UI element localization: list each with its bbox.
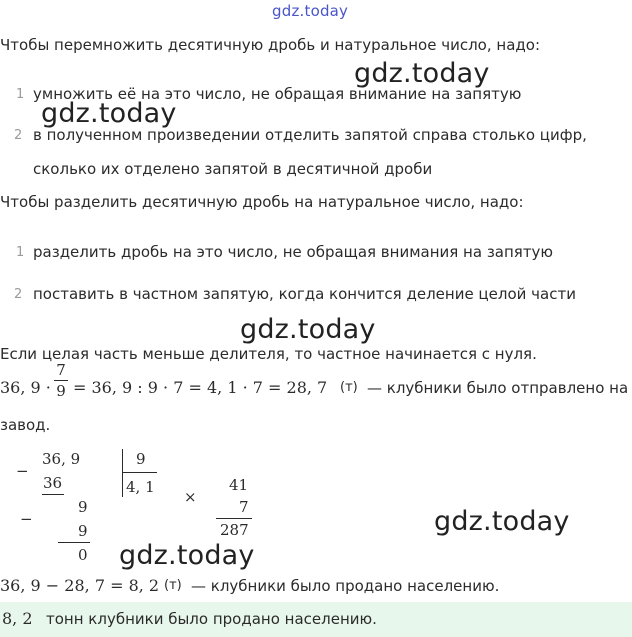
watermark-1: gdz.today <box>354 58 490 89</box>
multiplication-result: 287 <box>220 521 249 539</box>
div-step-1-number: 1 <box>16 245 25 260</box>
division-minus-2: − <box>20 510 33 528</box>
calc1-fraction <box>54 361 68 400</box>
div-step-2-number: 2 <box>14 287 23 302</box>
division-minus-1: − <box>16 462 29 480</box>
multiplication-line <box>216 518 252 519</box>
division-line-1 <box>42 494 64 495</box>
answer-text: тонн клубники было продано населению. <box>46 610 377 628</box>
answer-box <box>0 602 632 637</box>
mult-step-2-number: 2 <box>14 128 23 143</box>
watermark-top: gdz.today <box>272 2 349 20</box>
calc1-description: — клубники было отправлено на <box>367 379 629 397</box>
calc1-description-cont: завод. <box>0 416 51 434</box>
mult-step-1-number: 1 <box>16 87 25 102</box>
division-remainder-1: 9 <box>78 498 88 516</box>
division-line-2 <box>58 542 90 543</box>
watermark-2: gdz.today <box>41 98 177 129</box>
calc1-right: = 36, 9 : 9 · 7 = 4, 1 · 7 = 28, 7 <box>73 378 328 397</box>
calc2-description: — клубники было продано населению. <box>191 577 500 595</box>
div-step-2-text: поставить в частном запятую, когда кончится деление целой части <box>33 285 576 303</box>
calc1-unit: (т) <box>340 380 358 395</box>
multiplication-factor-b: 7 <box>239 498 249 516</box>
calc2-unit: (т) <box>164 578 182 593</box>
calc2-expression: 36, 9 − 28, 7 = 8, 2 <box>0 576 160 595</box>
division-subtrahend-1: 36 <box>43 474 63 492</box>
mult-rule-heading: Чтобы перемножить десятичную дробь и натуральное число, надо: <box>0 36 540 54</box>
division-remainder-2: 0 <box>78 546 88 564</box>
mult-step-2-text-cont: сколько их отделено запятой в десятичной дроби <box>33 160 433 178</box>
calc1-fraction-denominator: 9 <box>56 382 66 400</box>
div-step-1-text: разделить дробь на это число, не обращая внимания на запятую <box>33 243 554 261</box>
watermark-5: gdz.today <box>119 540 255 571</box>
calc1-fraction-bar <box>54 380 68 381</box>
answer-value: 8, 2 <box>2 609 33 628</box>
division-subtrahend-2: 9 <box>78 522 88 540</box>
division-quotient: 4, 1 <box>126 478 155 496</box>
calc1-left: 36, 9 · <box>0 378 51 397</box>
watermark-4: gdz.today <box>434 506 570 537</box>
watermark-3: gdz.today <box>240 314 376 345</box>
mult-step-2-text: в полученном произведении отделить запятой справа столько цифр, <box>33 126 587 144</box>
division-vertical-line <box>122 449 123 497</box>
multiplication-factor-a: 41 <box>229 476 249 494</box>
div-rule-note: Если целая часть меньше делителя, то частное начинается с нуля. <box>0 345 537 363</box>
division-dividend: 36, 9 <box>42 450 81 468</box>
division-divisor: 9 <box>136 450 146 468</box>
calc1-fraction-numerator: 7 <box>56 361 66 379</box>
division-divisor-line <box>122 472 157 473</box>
multiplication-sign: × <box>184 488 197 506</box>
mult-step-1-text: умножить её на это число, не обращая внимание на запятую <box>33 85 522 103</box>
div-rule-heading: Чтобы разделить десятичную дробь на натуральное число, надо: <box>0 193 524 211</box>
